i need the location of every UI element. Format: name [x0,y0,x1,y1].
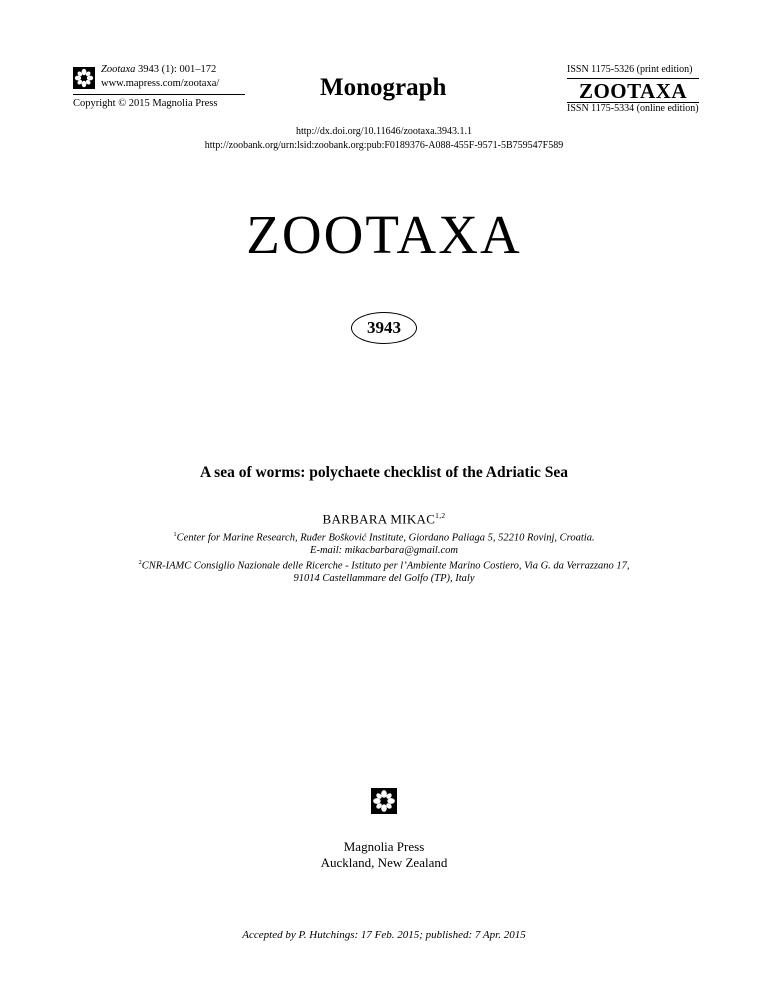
issn-online: ISSN 1175-5334 (online edition) [567,103,699,114]
issn-print: ISSN 1175-5326 (print edition) [567,64,693,75]
author-email[interactable]: E-mail: mikacbarbara@gmail.com [310,545,458,556]
affiliation-1-text: Center for Marine Research, Ruđer Bošković Institute, Giordano Paliaga 5, 52210 Rovinj, Croatia. [176,532,595,544]
acceptance-note: Accepted by P. Hutchings: 17 Feb. 2015; published: 7 Apr. 2015 [242,929,526,941]
publisher-name: Magnolia Press [343,839,425,854]
citation-volume: 3943 (1): 001–172 [135,64,217,75]
journal-url[interactable]: www.mapress.com/zootaxa/ [101,78,220,89]
zoobank-link[interactable]: http://zoobank.org/urn:lsid:zoobank.org:pub:F0189376-A088-455F-9571-5B759547F589 [204,140,564,151]
magnolia-logo-icon [371,788,397,814]
author-affiliation-marks: 1,2 [435,511,446,520]
affiliation-1 [0,531,768,544]
author-name: BARBARA MIKAC [322,511,436,527]
author-line [0,511,768,527]
volume-number: 3943 [367,318,401,337]
header-divider-left [73,94,245,95]
magnolia-logo-icon [73,67,95,89]
affiliation-2-continued: 91014 Castellammare del Golfo (TP), Italy [293,573,475,584]
citation-journal: Zootaxa [101,64,136,75]
article-title: A sea of worms: polychaete checklist of the Adriatic Sea [199,464,569,481]
affiliation-2-mark: 2 [138,559,142,566]
doi-link[interactable]: http://dx.doi.org/10.11646/zootaxa.3943.1.1 [295,126,473,137]
publisher-location: Auckland, New Zealand [320,855,448,870]
journal-title: ZOOTAXA [246,204,522,265]
affiliation-2 [0,559,768,572]
brand-logo-text: ZOOTAXA [578,79,688,103]
affiliation-2-text: CNR-IAMC Consiglio Nazionale delle Ricerche - Istituto per l’Ambiente Marino Costiero, Via G. da Verrazzano 17, [141,560,630,572]
copyright: Copyright © 2015 Magnolia Press [73,98,218,109]
citation-line [101,64,216,75]
affiliation-1-mark: 1 [173,531,177,538]
article-type-label: Monograph [320,74,447,101]
